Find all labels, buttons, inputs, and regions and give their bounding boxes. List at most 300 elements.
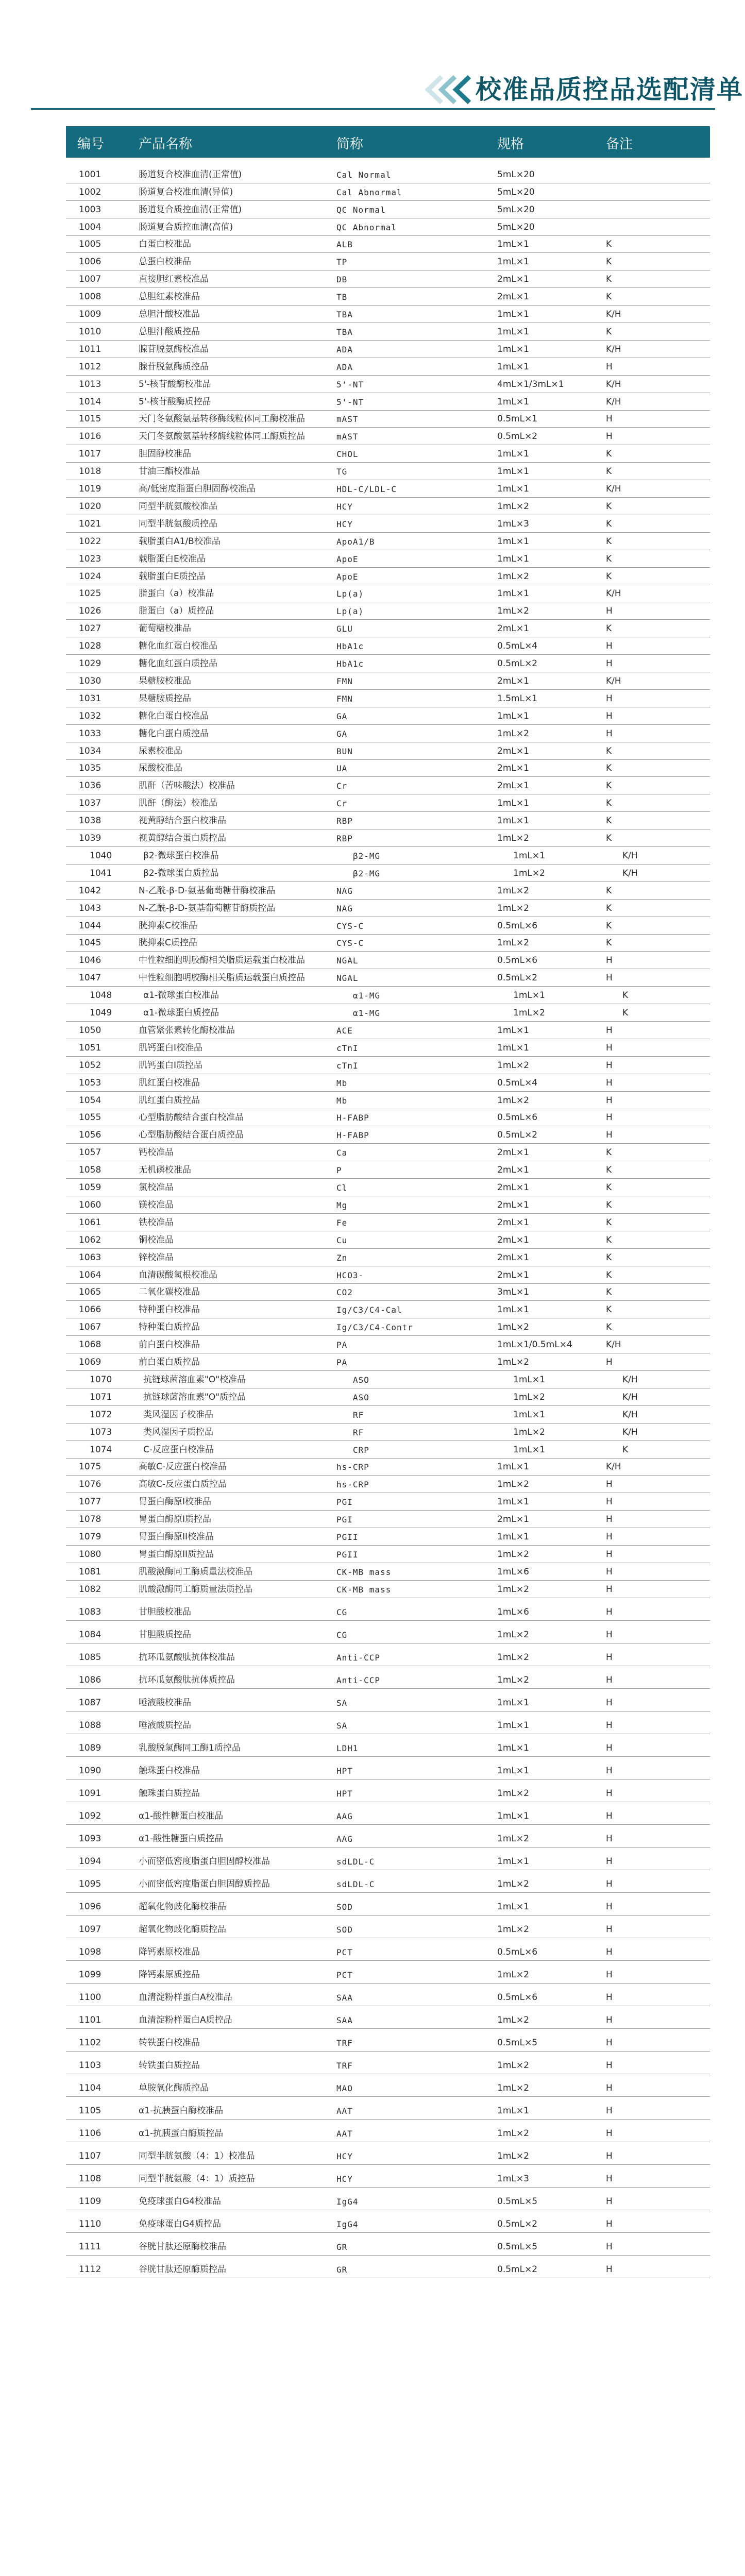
cell-note: H [606,728,613,739]
cell-id: 1035 [79,763,101,774]
table-row [66,1440,710,1459]
cell-name: 总胆汁酸质控品 [139,326,200,337]
cell-spec: 1mL×2 [497,938,529,948]
cell-id: 1093 [79,1833,101,1844]
table-row [66,428,710,446]
cell-note: K [606,623,612,634]
cell-abbr: CHOL [336,449,359,460]
cell-name: 甘胆酸质控品 [139,1629,191,1640]
cell-abbr: CO2 [336,1287,353,1298]
table-row [66,1388,710,1406]
cell-abbr: 5'-NT [336,397,364,407]
table-row [66,1004,710,1022]
cell-spec: 0.5mL×6 [497,1946,538,1957]
table-row [66,183,710,201]
col-header-id: 编号 [77,137,105,152]
cell-spec: 2mL×1 [497,1182,529,1193]
cell-id: 1057 [79,1147,101,1158]
cell-name: α1-抗胰蛋白酶质控品 [139,2128,224,2139]
cell-note: H [606,1674,613,1685]
col-header-spec: 规格 [497,137,524,152]
cell-id: 1108 [79,2173,101,2184]
cell-name: 超氧化物歧化酶质控品 [139,1924,226,1935]
cell-id: 1056 [79,1130,101,1141]
cell-name: 脂蛋白（a）质控品 [139,606,214,617]
cell-abbr: CK-MB mass [336,1584,392,1595]
cell-abbr: HCO3- [336,1270,364,1280]
cell-id: 1024 [79,571,101,582]
cell-abbr: CG [336,1607,348,1617]
cell-abbr: HDL-C/LDL-C [336,484,397,495]
cell-spec: 1mL×1 [497,1697,529,1708]
cell-id: 1046 [79,955,101,966]
cell-spec: 1mL×1 [497,1025,529,1036]
cell-note: H [606,1549,613,1560]
cell-id: 1058 [79,1165,101,1176]
cell-note: K [606,1165,612,1176]
cell-note: H [606,431,613,442]
cell-name: 糖化血红蛋白校准品 [139,641,217,652]
cell-name: 触珠蛋白质控品 [139,1788,200,1799]
cell-abbr: mAST [336,432,359,442]
cell-name: 转铁蛋白校准品 [139,2037,200,2048]
cell-id: 1098 [79,1946,101,1957]
cell-abbr: PA [336,1340,348,1350]
cell-name: C-反应蛋白校准品 [143,1444,214,1455]
cell-abbr: SAA [336,1992,353,2003]
cell-spec: 4mL×1/3mL×1 [497,379,564,389]
cell-spec: 1mL×2 [497,1549,529,1560]
cell-spec: 2mL×1 [497,675,529,686]
cell-id: 1038 [79,816,101,826]
cell-abbr: TBA [336,327,353,337]
chevrons-icon [424,75,473,105]
cell-name: 唾液酸质控品 [139,1720,191,1731]
cell-note: K [606,1147,612,1158]
cell-name: 无机磷校准品 [139,1165,191,1176]
cell-note: K [606,816,612,826]
cell-name: 中性粒细胞明胶酶相关脂质运载蛋白校准品 [139,955,305,966]
cell-note: H [606,1606,613,1617]
cell-id: 1081 [79,1566,101,1577]
cell-abbr: Zn [336,1252,348,1263]
cell-name: 总胆红素校准品 [139,292,200,302]
cell-id: 1034 [79,745,101,756]
table-row [66,2028,710,2052]
cell-note: H [606,2082,613,2093]
cell-note: H [606,2218,613,2229]
cell-abbr: SA [336,1698,348,1708]
cell-name: 肠道复合质控血清(高值) [139,222,233,232]
cell-name: 血管紧张素转化酶校准品 [139,1025,235,1036]
table-row [66,462,710,480]
cell-abbr: AAT [336,2128,353,2139]
cell-name: 单胺氧化酶质控品 [139,2082,209,2093]
table-row [66,829,710,847]
cell-spec: 1mL×1 [497,309,529,320]
table-row [66,1493,710,1511]
cell-name: β2-微球蛋白校准品 [143,850,219,861]
table-row [66,253,710,271]
cell-id: 1068 [79,1340,101,1350]
cell-id: 1103 [79,2060,101,2071]
cell-spec: 1mL×1 [497,1042,529,1053]
cell-name: 糖化血红蛋白质控品 [139,658,217,669]
cell-abbr: Cr [336,799,348,809]
cell-id: 1077 [79,1497,101,1507]
cell-spec: 1mL×2 [497,2082,529,2093]
table-row [66,846,710,865]
cell-abbr: GR [336,2242,348,2252]
cell-spec: 0.5mL×5 [497,2196,538,2207]
cell-abbr: RBP [336,834,353,844]
cell-name: 载脂蛋白A1/B校准品 [139,536,221,547]
cell-id: 1022 [79,536,101,547]
cell-abbr: Ig/C3/C4-Contr [336,1323,413,1333]
cell-note: H [606,1946,613,1957]
cell-id: 1005 [79,239,101,250]
cell-abbr: Lp(a) [336,606,364,617]
cell-spec: 0.5mL×6 [497,1112,538,1123]
cell-abbr: SA [336,1720,348,1731]
cell-name: 高/低密度脂蛋白胆固醇校准品 [139,484,256,495]
table-row [66,1178,710,1196]
cell-spec: 1mL×2 [497,1674,529,1685]
cell-id: 1100 [79,1992,101,2003]
cell-note: H [606,2173,613,2184]
cell-abbr: α1-MG [353,1008,381,1019]
cell-note: K/H [622,868,638,878]
cell-note: H [606,1584,613,1595]
cell-spec: 1mL×2 [497,606,529,617]
cell-abbr: NGAL [336,956,359,966]
cell-abbr: CK-MB mass [336,1567,392,1577]
cell-spec: 1mL×1 [497,484,529,495]
table-row [66,1688,710,1711]
cell-abbr: GA [336,711,348,721]
cell-id: 1033 [79,728,101,739]
cell-abbr: β2-MG [353,868,381,878]
cell-abbr: mAST [336,414,359,425]
cell-id: 1049 [90,1008,112,1019]
cell-name: 肌酐（苦味酸法）校准品 [139,781,235,791]
cell-spec: 1mL×2 [497,1969,529,1980]
cell-note: H [606,955,613,966]
table-row [66,1109,710,1127]
cell-note: K/H [622,1427,638,1437]
cell-note: K [606,1182,612,1193]
cell-abbr: ADA [336,344,353,354]
cell-name: 中性粒细胞明胶酶相关脂质运载蛋白质控品 [139,973,305,984]
cell-abbr: SOD [336,1902,353,1912]
cell-name: 总胆汁酸校准品 [139,309,200,320]
table-row [66,1779,710,1802]
cell-spec: 1mL×2 [497,571,529,582]
cell-id: 1101 [79,2014,101,2025]
cell-id: 1059 [79,1182,101,1193]
cell-spec: 5mL×20 [497,204,535,215]
cell-name: 乳酸脱氢酶同工酶1质控品 [139,1742,241,1753]
table-row [66,532,710,550]
table-row [66,1213,710,1231]
cell-abbr: ApoE [336,554,359,564]
cell-id: 1048 [90,990,112,1001]
cell-name: 脂蛋白（a）校准品 [139,588,214,599]
cell-name: N-乙酰-β-D-氨基葡萄糖苷酶质控品 [139,903,276,913]
cell-note: K [606,885,612,896]
cell-abbr: ASO [353,1375,369,1385]
cell-name: α1-酸性糖蛋白质控品 [139,1833,224,1844]
cell-name: 腺苷脱氨酶质控品 [139,361,209,372]
table-row [66,1196,710,1214]
cell-id: 1089 [79,1742,101,1753]
cell-name: 超氧化物歧化酶校准品 [139,1901,226,1912]
cell-id: 1001 [79,169,101,180]
cell-abbr: ALB [336,240,353,250]
cell-name: 甘油三酯校准品 [139,466,200,477]
cell-spec: 2mL×1 [497,1514,529,1525]
table-row [66,1458,710,1476]
table-row [66,480,710,498]
cell-spec: 0.5mL×2 [497,2264,538,2275]
cell-id: 1008 [79,292,101,302]
cell-abbr: UA [336,764,348,774]
cell-abbr: NAG [336,886,353,896]
cell-name: α1-抗胰蛋白酶校准品 [139,2105,224,2116]
cell-abbr: sdLDL-C [336,1879,375,1889]
table-row [66,287,710,306]
cell-name: 肌酸激酶同工酶质量法质控品 [139,1584,252,1595]
cell-name: 肌酐（酶法）校准品 [139,798,217,809]
table-row [66,2142,710,2165]
cell-abbr: HbA1c [336,659,364,669]
cell-name: 血清淀粉样蛋白A校准品 [139,1992,232,2003]
table-row [66,882,710,900]
cell-name: 谷胱甘肽还原酶质控品 [139,2264,226,2275]
table-row [66,1074,710,1092]
table-row [66,2096,710,2120]
cell-note: K [606,239,612,250]
table-row [66,1892,710,1916]
cell-spec: 1mL×2 [497,1322,529,1333]
cell-note: H [606,1060,613,1071]
cell-id: 1003 [79,204,101,215]
cell-id: 1088 [79,1720,101,1731]
cell-note: H [606,1042,613,1053]
cell-name: α1-酸性糖蛋白校准品 [139,1810,224,1821]
cell-id: 1029 [79,658,101,669]
cell-spec: 1mL×1 [513,990,545,1001]
cell-name: 肌红蛋白质控品 [139,1095,200,1106]
cell-id: 1105 [79,2105,101,2116]
table-row [66,777,710,795]
cell-name: 前白蛋白校准品 [139,1340,200,1350]
cell-name: 天门冬氨酸氨基转移酶线粒体同工酶校准品 [139,414,305,425]
cell-name: 视黄醇结合蛋白校准品 [139,816,226,826]
cell-abbr: HbA1c [336,641,364,652]
cell-spec: 1mL×2 [497,1479,529,1490]
cell-name: 抗链球菌溶血素"O"校准品 [143,1374,246,1385]
cell-spec: 1mL×2 [497,1652,529,1663]
cell-note: H [606,1697,613,1708]
cell-note: H [606,1025,613,1036]
table-row [66,1598,710,1621]
cell-note: K [606,553,612,564]
cell-abbr: TB [336,292,348,302]
cell-name: 胱抑素C质控品 [139,938,197,948]
table-row [66,1510,710,1528]
cell-abbr: CRP [353,1445,369,1455]
cell-spec: 1mL×2 [497,1924,529,1935]
cell-note: K [606,938,612,948]
cell-name: 高敏C-反应蛋白校准品 [139,1462,227,1472]
cell-id: 1041 [90,868,112,878]
cell-spec: 1mL×1 [497,257,529,267]
cell-id: 1079 [79,1532,101,1543]
cell-note: H [606,2196,613,2207]
cell-spec: 1mL×2 [497,1629,529,1640]
table-row [66,1335,710,1353]
cell-name: 肠道复合质控血清(正常值) [139,204,242,215]
table-row [66,654,710,672]
cell-name: 果糖胺校准品 [139,675,191,686]
cell-spec: 0.5mL×6 [497,1992,538,2003]
title-underline [31,108,715,110]
table-row [66,1983,710,2006]
table-row [66,358,710,376]
cell-id: 1065 [79,1287,101,1298]
cell-name: 肠道复合校准血清(异值) [139,187,233,197]
cell-note: H [606,693,613,704]
cell-name: 镁校准品 [139,1199,174,1210]
table-row [66,1423,710,1441]
cell-abbr: HPT [336,1766,353,1776]
cell-abbr: Cl [336,1183,348,1193]
cell-id: 1055 [79,1112,101,1123]
cell-name: 胆固醇校准品 [139,449,191,460]
cell-abbr: Mb [336,1078,348,1088]
cell-spec: 1mL×2 [497,1357,529,1368]
cell-name: 降钙素原质控品 [139,1969,200,1980]
cell-name: 胃蛋白酶原I校准品 [139,1497,212,1507]
cell-id: 1112 [79,2264,101,2275]
table-row [66,1126,710,1144]
cell-spec: 1mL×1 [513,1444,545,1455]
table-row [66,1021,710,1039]
table-row [66,1824,710,1848]
cell-abbr: Cal Abnormal [336,187,402,197]
cell-note: H [606,1742,613,1753]
cell-spec: 1mL×6 [497,1566,529,1577]
cell-name: 转铁蛋白质控品 [139,2060,200,2071]
cell-name: 总蛋白校准品 [139,257,191,267]
cell-id: 1025 [79,588,101,599]
cell-abbr: MAO [336,2083,353,2093]
cell-abbr: ApoA1/B [336,536,375,547]
cell-spec: 1mL×2 [497,2014,529,2025]
table-row [66,2119,710,2142]
cell-id: 1031 [79,693,101,704]
cell-name: 心型脂肪酸结合蛋白质控品 [139,1130,244,1141]
table-row [66,1545,710,1563]
table-row [66,1756,710,1780]
cell-id: 1095 [79,1878,101,1889]
cell-spec: 1mL×2 [513,1008,545,1019]
cell-spec: 1mL×2 [497,1833,529,1844]
cell-abbr: HCY [336,2151,353,2161]
cell-abbr: AAG [336,1811,353,1821]
cell-note: H [606,1969,613,1980]
cell-note: K [606,1234,612,1245]
cell-name: 肠道复合校准血清(正常值) [139,169,242,180]
cell-id: 1106 [79,2128,101,2139]
cell-note: H [606,2037,613,2048]
cell-id: 1071 [90,1392,112,1402]
cell-abbr: Anti-CCP [336,1652,381,1663]
cell-spec: 1mL×1 [513,850,545,861]
cell-abbr: CYS-C [336,921,364,931]
table-row [66,1580,710,1598]
table-row [66,410,710,428]
table-row [66,1711,710,1734]
cell-name: 唾液酸校准品 [139,1697,191,1708]
table-row [66,2051,710,2074]
cell-id: 1063 [79,1252,101,1263]
cell-note: H [606,1720,613,1731]
cell-abbr: TP [336,257,348,267]
table-row [66,305,710,323]
table-row [66,1643,710,1666]
cell-spec: 0.5mL×4 [497,1077,538,1088]
cell-spec: 1mL×1 [513,1374,545,1385]
cell-note: K [622,1008,629,1019]
cell-name: 肌酸激酶同工酶质量法校准品 [139,1566,252,1577]
cell-id: 1010 [79,326,101,337]
cell-note: H [606,1532,613,1543]
table-row [66,742,710,760]
cell-id: 1023 [79,553,101,564]
cell-id: 1094 [79,1856,101,1867]
cell-note: H [606,1357,613,1368]
cell-note: H [606,1765,613,1776]
table-row [66,1563,710,1581]
cell-id: 1111 [79,2241,101,2252]
cell-note: H [606,1833,613,1844]
cell-spec: 1mL×1 [497,1901,529,1912]
cell-name: 抗链球菌溶血素"O"质控品 [143,1392,246,1402]
cell-spec: 2mL×1 [497,274,529,285]
cell-note: H [606,1130,613,1141]
table-header [66,126,710,158]
cell-name: 锌校准品 [139,1252,174,1263]
cell-id: 1060 [79,1199,101,1210]
table-row [66,2210,710,2233]
cell-note: H [606,1497,613,1507]
table-row [66,515,710,533]
cell-note: H [606,1112,613,1123]
cell-spec: 2mL×1 [497,745,529,756]
cell-id: 1083 [79,1606,101,1617]
cell-note: H [606,1992,613,2003]
cell-spec: 1mL×1 [497,1497,529,1507]
cell-spec: 0.5mL×5 [497,2241,538,2252]
cell-note: K [606,274,612,285]
cell-name: 糖化白蛋白校准品 [139,710,209,721]
cell-name: 直接胆红素校准品 [139,274,209,285]
cell-note: H [606,1856,613,1867]
cell-abbr: QC Normal [336,205,386,215]
cell-spec: 2mL×1 [497,1147,529,1158]
